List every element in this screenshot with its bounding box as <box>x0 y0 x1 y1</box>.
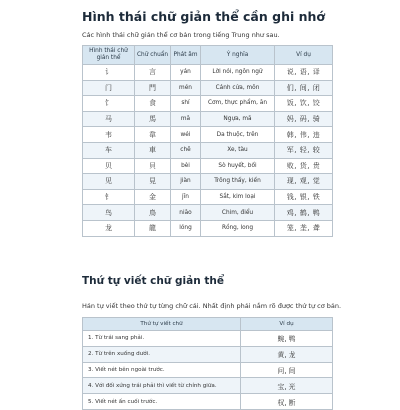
cell-pronunciation: yán <box>171 65 201 81</box>
section1-intro: Các hình thái chữ giản thể cơ bản trong tiếng Trung như sau. <box>82 31 280 39</box>
cell-meaning: Rồng, long <box>201 220 275 236</box>
cell-simplified-form: 门 <box>83 80 135 96</box>
cell-examples: 黄, 龙 <box>241 346 333 362</box>
header-standard-char: Chữ chuẩn <box>135 46 171 65</box>
cell-simplified-form: 贝 <box>83 158 135 174</box>
header-stroke-order: Thứ tự viết chữ <box>83 318 241 331</box>
cell-examples: 现, 观, 觉 <box>275 174 333 190</box>
table-row <box>83 142 333 158</box>
cell-standard-char: 龍 <box>135 220 171 236</box>
table-row <box>83 331 333 347</box>
cell-simplified-form: 车 <box>83 142 135 158</box>
table-row <box>83 205 333 221</box>
cell-meaning: Cơm, thực phẩm, ăn <box>201 96 275 112</box>
cell-examples: 问, 间 <box>241 362 333 378</box>
cell-examples: 蜿, 鸭 <box>241 331 333 347</box>
cell-standard-char: 言 <box>135 65 171 81</box>
cell-stroke-rule: 2. Từ trên xuống dưới. <box>83 346 241 362</box>
table-row <box>83 362 333 378</box>
cell-simplified-form: 见 <box>83 174 135 190</box>
cell-simplified-form: 钅 <box>83 189 135 205</box>
cell-simplified-form: 鸟 <box>83 205 135 221</box>
cell-standard-char: 見 <box>135 174 171 190</box>
cell-stroke-rule: 3. Viết nét bên ngoài trước. <box>83 362 241 378</box>
cell-examples: 们, 间, 闭 <box>275 80 333 96</box>
section2-intro: Hán tự viết theo thứ tự từng chữ cái. Nhất định phải nắm rõ được thứ tự cơ bản. <box>82 302 342 310</box>
cell-simplified-form: 韦 <box>83 127 135 143</box>
cell-examples: 权, 断 <box>241 394 333 410</box>
cell-examples: 鸡, 鹤, 鸭 <box>275 205 333 221</box>
cell-pronunciation: shí <box>171 96 201 112</box>
cell-simplified-form: 讠 <box>83 65 135 81</box>
cell-simplified-form: 龙 <box>83 220 135 236</box>
cell-examples: 败, 货, 贵 <box>275 158 333 174</box>
cell-standard-char: 馬 <box>135 111 171 127</box>
cell-stroke-rule: 5. Viết nét ấn cuối trước. <box>83 394 241 410</box>
table-row <box>83 80 333 96</box>
cell-standard-char: 門 <box>135 80 171 96</box>
header-pronunciation: Phát âm <box>171 46 201 65</box>
cell-meaning: Ngựa, mã <box>201 111 275 127</box>
cell-stroke-rule: 4. Với đối xứng trái phải thì viết từ chính giữa. <box>83 378 241 394</box>
table-header-row <box>83 318 333 331</box>
cell-examples: 说, 语, 译 <box>275 65 333 81</box>
cell-examples: 军, 轻, 较 <box>275 142 333 158</box>
cell-meaning: Xe, tàu <box>201 142 275 158</box>
header-simplified-form: Hình thái chữ giản thể <box>83 46 135 65</box>
header-examples: Ví dụ <box>241 318 333 331</box>
cell-meaning: Trông thấy, kiến <box>201 174 275 190</box>
cell-pronunciation: niăo <box>171 205 201 221</box>
section2-title: Thứ tự viết chữ giản thể <box>82 275 224 287</box>
cell-pronunciation: chē <box>171 142 201 158</box>
cell-standard-char: 金 <box>135 189 171 205</box>
cell-pronunciation: mén <box>171 80 201 96</box>
cell-examples: 韩, 伟, 违 <box>275 127 333 143</box>
cell-stroke-rule: 1. Từ trái sang phải. <box>83 331 241 347</box>
cell-meaning: Lời nói, ngôn ngữ <box>201 65 275 81</box>
header-examples: Ví dụ <box>275 46 333 65</box>
cell-pronunciation: bèi <box>171 158 201 174</box>
table-row <box>83 174 333 190</box>
header-meaning: Ý nghĩa <box>201 46 275 65</box>
cell-pronunciation: wéi <box>171 127 201 143</box>
table-row <box>83 158 333 174</box>
cell-pronunciation: jiàn <box>171 174 201 190</box>
cell-meaning: Chim, điểu <box>201 205 275 221</box>
table-row <box>83 127 333 143</box>
table-row <box>83 111 333 127</box>
table-header-row <box>83 46 333 65</box>
table-row <box>83 189 333 205</box>
cell-meaning: Cánh cửa, môn <box>201 80 275 96</box>
table-row <box>83 394 333 410</box>
cell-examples: 钱, 银, 铁 <box>275 189 333 205</box>
table-row <box>83 96 333 112</box>
cell-examples: 饭, 饮, 饺 <box>275 96 333 112</box>
cell-pronunciation: mă <box>171 111 201 127</box>
cell-examples: 宝, 光 <box>241 378 333 394</box>
cell-standard-char: 韋 <box>135 127 171 143</box>
cell-standard-char: 貝 <box>135 158 171 174</box>
cell-pronunciation: lóng <box>171 220 201 236</box>
cell-examples: 笼, 垄, 聋 <box>275 220 333 236</box>
cell-standard-char: 車 <box>135 142 171 158</box>
cell-examples: 妈, 码, 骑 <box>275 111 333 127</box>
cell-meaning: Da thuộc, trên <box>201 127 275 143</box>
table-row <box>83 220 333 236</box>
simplified-forms-table <box>82 45 333 237</box>
cell-standard-char: 鳥 <box>135 205 171 221</box>
cell-simplified-form: 饣 <box>83 96 135 112</box>
cell-meaning: Sắt, kim loại <box>201 189 275 205</box>
section1-title: Hình thái chữ giản thể cần ghi nhớ <box>82 9 325 24</box>
table-row <box>83 378 333 394</box>
cell-simplified-form: 马 <box>83 111 135 127</box>
cell-standard-char: 食 <box>135 96 171 112</box>
table-row <box>83 65 333 81</box>
cell-pronunciation: jīn <box>171 189 201 205</box>
cell-meaning: Sò huyết, bối <box>201 158 275 174</box>
stroke-order-table <box>82 317 333 410</box>
table-row <box>83 346 333 362</box>
